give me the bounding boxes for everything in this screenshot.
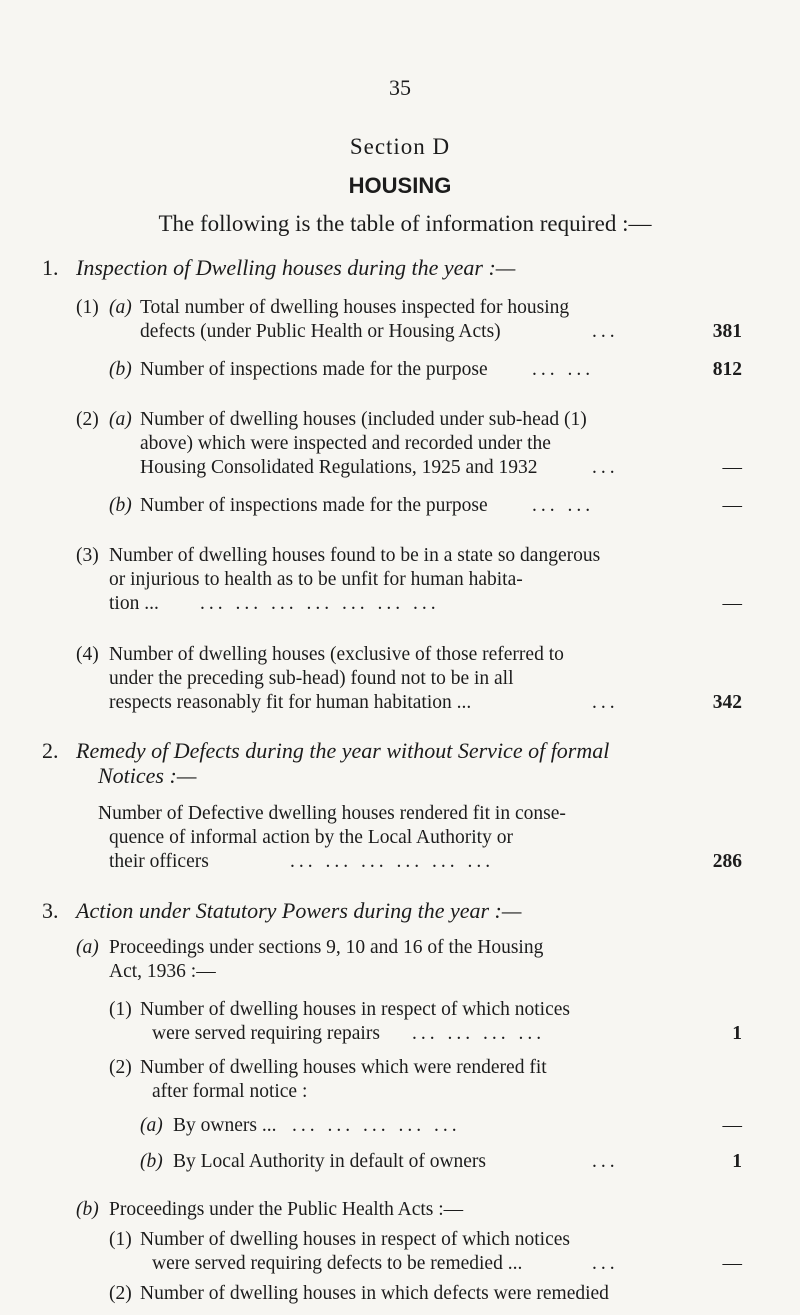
s1-item1b-sub: (b) xyxy=(109,359,132,380)
s1-item4-label: (4) xyxy=(76,644,99,665)
s1-item3-line2: or injurious to health as to be unfit for human habita- xyxy=(109,569,523,590)
s1-item2a-value: — xyxy=(722,457,742,478)
s1-item1b-value: 812 xyxy=(712,359,742,380)
s3-b1-value: — xyxy=(722,1253,742,1274)
s1-item2a-line2: above) which were inspected and recorded under the xyxy=(140,433,551,454)
s3-a-line2: Act, 1936 :— xyxy=(109,961,216,982)
leader-dots: ... ... ... ... xyxy=(412,1023,546,1044)
s2-line1: Number of Defective dwelling houses rendered fit in conse- xyxy=(98,803,566,824)
s2-line2: quence of informal action by the Local Authority or xyxy=(109,827,513,848)
leader-dots: ... xyxy=(592,1253,619,1274)
leader-dots: ... ... xyxy=(532,359,595,380)
s3-number: 3. xyxy=(42,898,59,923)
page-number: 35 xyxy=(389,75,411,100)
s3-b-line1: Proceedings under the Public Health Acts :— xyxy=(109,1199,464,1220)
s3-a1-line1: Number of dwelling houses in respect of which notices xyxy=(140,999,570,1020)
s3-a2a-value: — xyxy=(722,1115,742,1136)
s1-item3-label: (3) xyxy=(76,545,99,566)
s3-a2-label: (2) xyxy=(109,1057,132,1078)
leader-dots: ... xyxy=(592,1151,619,1172)
leader-dots: ... xyxy=(592,321,619,342)
s3-a2-line1: Number of dwelling houses which were rendered fit xyxy=(140,1057,547,1078)
s3-a1-value: 1 xyxy=(732,1023,742,1044)
s1-item2b-sub: (b) xyxy=(109,495,132,516)
s3-a-sub: (a) xyxy=(76,937,99,958)
s2-value: 286 xyxy=(712,851,742,872)
s3-a2-line2: after formal notice : xyxy=(152,1081,308,1102)
s1-item1a-line1: Total number of dwelling houses inspected for housing xyxy=(140,297,570,318)
s3-a1-line2: were served requiring repairs xyxy=(152,1023,380,1044)
s3-a2a-text: By owners ... xyxy=(173,1115,277,1136)
s3-b1-label: (1) xyxy=(109,1229,132,1250)
page-title: HOUSING xyxy=(348,173,452,198)
s1-item1a-line2: defects (under Public Health or Housing Acts) xyxy=(140,321,501,342)
s1-item2-label: (2) xyxy=(76,409,99,430)
leader-dots: ... xyxy=(592,692,619,713)
s3-a2b-text: By Local Authority in default of owners xyxy=(173,1151,487,1172)
s1-item1a-value: 381 xyxy=(712,321,742,342)
leader-dots: ... ... ... ... ... xyxy=(292,1115,461,1136)
s3-a2b-value: 1 xyxy=(732,1151,742,1172)
s1-item2a-sub: (a) xyxy=(109,409,132,430)
s1-heading: Inspection of Dwelling houses during the year :— xyxy=(76,255,516,280)
s3-a2a-sub: (a) xyxy=(140,1115,163,1136)
s3-b2-label: (2) xyxy=(109,1283,132,1304)
leader-dots: ... ... ... ... ... ... ... xyxy=(200,593,440,614)
s2-line3: their officers xyxy=(109,851,209,872)
s1-item2a-line1: Number of dwelling houses (included under sub-head (1) xyxy=(140,409,587,430)
s1-item1b-line1: Number of inspections made for the purpose xyxy=(140,359,488,380)
s3-a1-label: (1) xyxy=(109,999,132,1020)
s1-item1a-sub: (a) xyxy=(109,297,132,318)
s1-item4-value: 342 xyxy=(712,692,742,713)
s3-a-line1: Proceedings under sections 9, 10 and 16 of the Housing xyxy=(109,937,544,958)
s1-item2b-value: — xyxy=(722,495,742,516)
s2-heading-line1: Remedy of Defects during the year without Service of formal xyxy=(76,738,610,763)
s1-number: 1. xyxy=(42,255,59,280)
s1-item4-line1: Number of dwelling houses (exclusive of those referred to xyxy=(109,644,564,665)
s1-item1-label: (1) xyxy=(76,297,99,318)
s3-b-sub: (b) xyxy=(76,1199,99,1220)
s3-b1-line1: Number of dwelling houses in respect of which notices xyxy=(140,1229,570,1250)
intro-text: The following is the table of information required :— xyxy=(158,211,652,236)
s3-b1-line2: were served requiring defects to be remedied ... xyxy=(152,1253,523,1274)
s1-item4-line2: under the preceding sub-head) found not to be in all xyxy=(109,668,514,689)
s2-number: 2. xyxy=(42,738,59,763)
s1-item4-line3: respects reasonably fit for human habitation ... xyxy=(109,692,472,713)
s1-item2a-line3: Housing Consolidated Regulations, 1925 and 1932 xyxy=(140,457,538,478)
section-heading: Section D xyxy=(349,134,451,159)
s1-item3-line1: Number of dwelling houses found to be in a state so dangerous xyxy=(109,545,601,566)
leader-dots: ... ... ... ... ... ... xyxy=(290,851,495,872)
s1-item3-value: — xyxy=(722,593,742,614)
s3-heading: Action under Statutory Powers during the year :— xyxy=(76,898,522,923)
s1-item2b-line1: Number of inspections made for the purpose xyxy=(140,495,488,516)
s2-heading-line2: Notices :— xyxy=(98,763,197,788)
s3-a2b-sub: (b) xyxy=(140,1151,163,1172)
leader-dots: ... xyxy=(592,457,619,478)
s3-b2-line1: Number of dwelling houses in which defects were remedied xyxy=(140,1283,609,1304)
leader-dots: ... ... xyxy=(532,495,595,516)
s1-item3-line3: tion ... xyxy=(109,593,159,614)
